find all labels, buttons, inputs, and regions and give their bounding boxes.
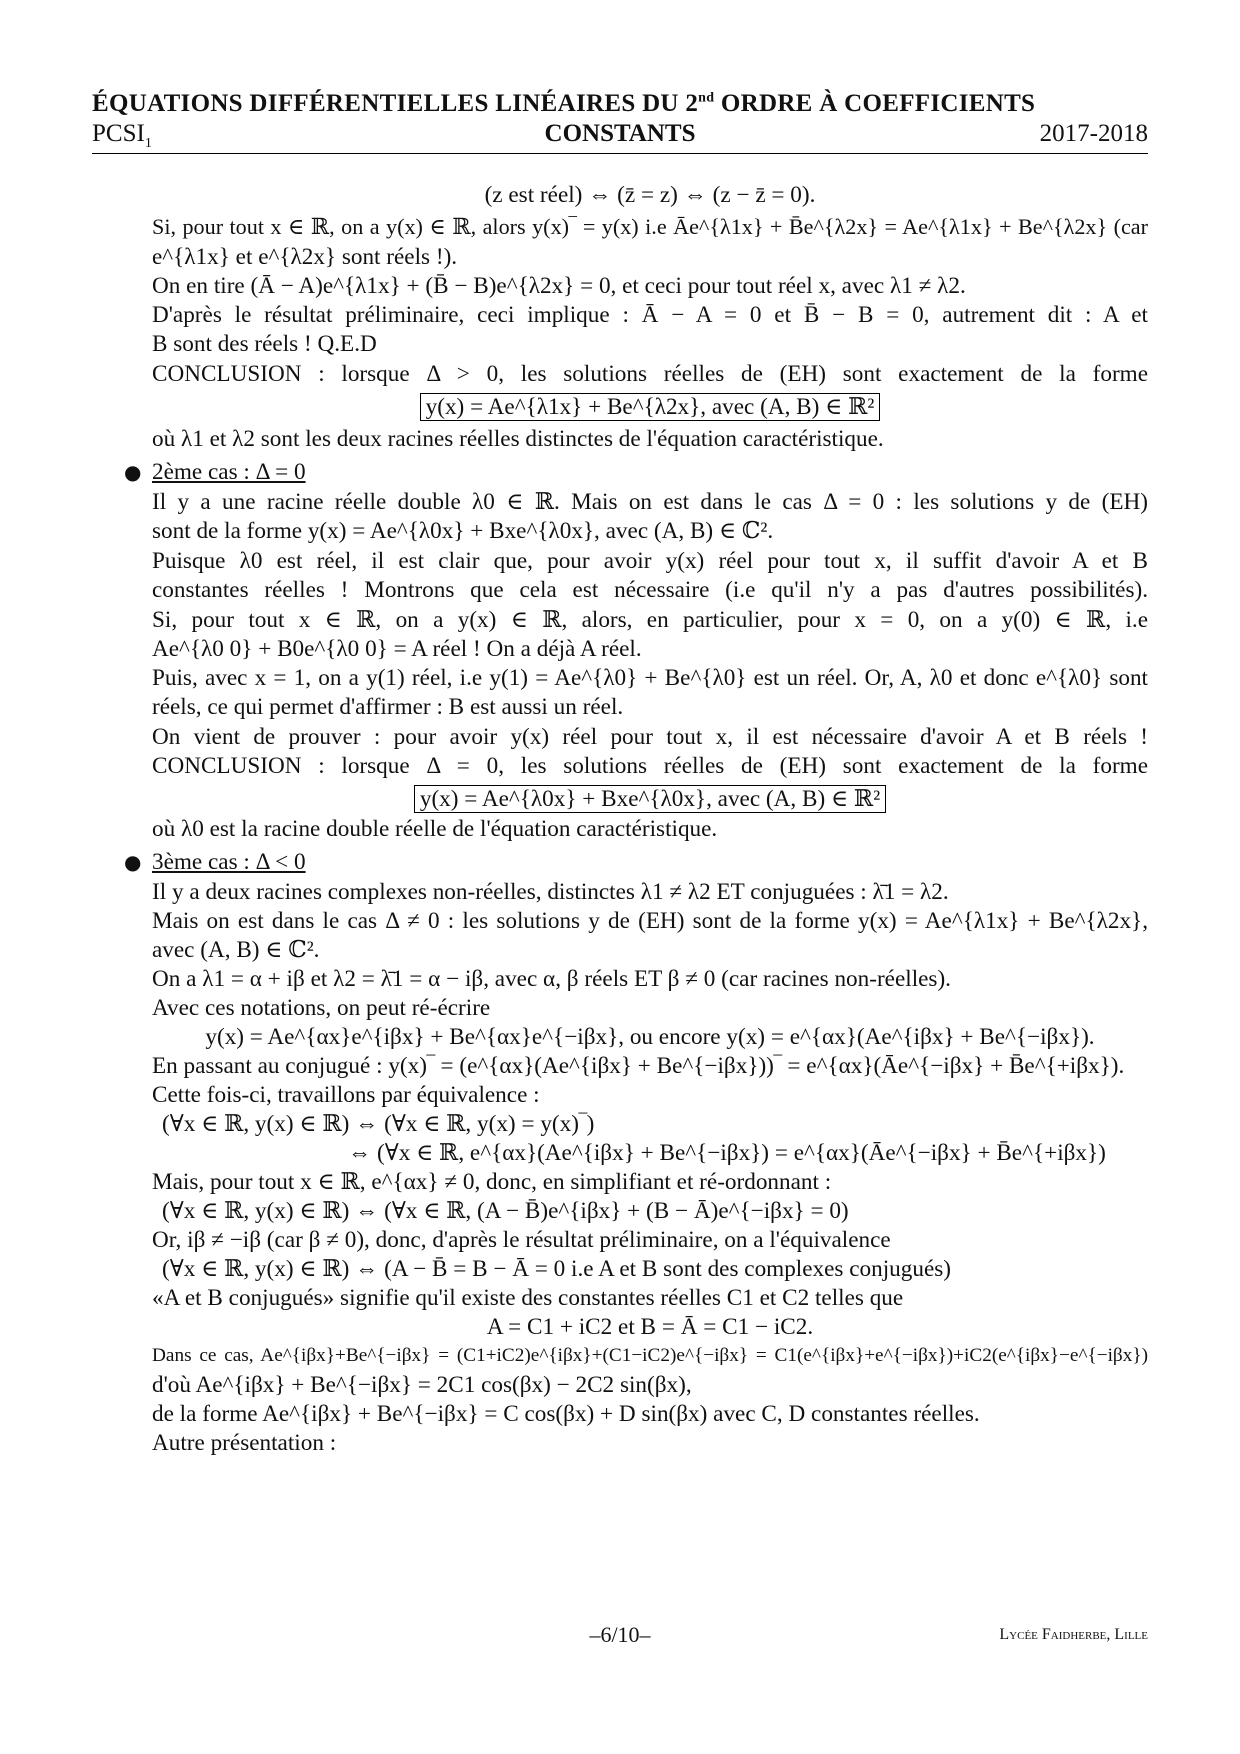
text-line: Avec ces notations, on peut ré-écrire: [152, 995, 491, 1021]
text-line: B sont des réels ! Q.E.D: [152, 331, 377, 357]
conclusion-line: CONCLUSION : lorsque Δ = 0, les solutions réelles de (EH) sont exactement de la forme: [152, 753, 1148, 779]
boxed-formula: [152, 392, 1148, 422]
text-line: Il y a une racine réelle double λ0 ∈ ℝ. Mais on est dans le cas Δ = 0 : les solutions y de (EH): [152, 489, 1148, 515]
text-line: Puisque λ0 est réel, il est clair que, pour avoir y(x) réel pour tout x, il suffit d'avoir A et B: [152, 548, 1148, 574]
text-line: réels, ce qui permet d'affirmer : B est aussi un réel.: [152, 694, 624, 720]
text-line: Si, pour tout x ∈ ℝ, on a y(x) ∈ ℝ, alors y(x)‾ = y(x) i.e Āe^{λ1x} + B̄e^{λ2x} = Ae^{λ1x} + Be^{λ2x} (car: [152, 214, 1148, 239]
text-line: En passant au conjugué : y(x)‾ = (e^{αx}(Ae^{iβx} + Be^{−iβx}))‾ = e^{αx}(Āe^{−iβx} + B̄e^{+iβx}).: [152, 1053, 1125, 1079]
text-line: Puis, avec x = 1, on a y(1) réel, i.e y(1) = Ae^{λ0} + Be^{λ0} est un réel. Or, A, λ0 et donc e^{λ0} sont: [152, 665, 1148, 691]
formula-box: y(x) = Ae^{λ1x} + Be^{λ2x}, avec (A, B) ∈ ℝ²: [420, 393, 881, 421]
text-line: Mais on est dans le cas Δ ≠ 0 : les solutions y de (EH) sont de la forme y(x) = Ae^{λ1x} + Be^{λ2x},: [152, 908, 1148, 934]
text-line: d'où Ae^{iβx} + Be^{−iβx} = 2C1 cos(βx) − 2C2 sin(βx),: [152, 1372, 692, 1398]
text-line: Autre présentation :: [152, 1430, 337, 1456]
equivalence-line: ⇔ (∀x ∈ ℝ, e^{αx}(Ae^{iβx} + Be^{−iβx}) = e^{αx}(Āe^{−iβx} + B̄e^{+iβx}): [348, 1140, 1106, 1166]
page-number: –6/10–: [589, 1622, 651, 1647]
header-title-line-1: ÉQUATIONS DIFFÉRENTIELLES LINÉAIRES DU 2nd ORDRE À COEFFICIENTS: [92, 90, 1036, 117]
text-line: Ae^{λ0 0} + B0e^{λ0 0} = A réel ! On a déjà A réel.: [152, 636, 642, 662]
text-line: où λ0 est la racine double réelle de l'équation caractéristique.: [152, 816, 718, 842]
header-row-2: [92, 120, 1148, 150]
conclusion-line: CONCLUSION : lorsque Δ > 0, les solutions réelles de (EH) sont exactement de la forme: [152, 361, 1148, 387]
text-line: Il y a deux racines complexes non-réelles, distinctes λ1 ≠ λ2 ET conjuguées : λ̄1 = λ2.: [152, 879, 949, 905]
header-class: $PCSI_1$: [92, 120, 152, 151]
header-rule: [92, 153, 1148, 154]
text-line: Mais, pour tout x ∈ ℝ, e^{αx} ≠ 0, donc, en simplifiant et ré-ordonnant :: [152, 1169, 832, 1195]
text-line: D'après le résultat préliminaire, ceci implique : Ā − A = 0 et B̄ − B = 0, autrement dit : A et: [152, 302, 1148, 328]
header-title-line-2: CONSTANTS: [544, 120, 696, 147]
equivalence-line: (∀x ∈ ℝ, y(x) ∈ ℝ) ⇔ (∀x ∈ ℝ, (A − B̄)e^{iβx} + (B − Ā)e^{−iβx} = 0): [162, 1198, 849, 1224]
text-line: où λ1 et λ2 sont les deux racines réelles distinctes de l'équation caractéristique.: [152, 426, 884, 452]
bullet-icon: ●: [124, 850, 142, 874]
text-line: sont de la forme y(x) = Ae^{λ0x} + Bxe^{λ0x}, avec (A, B) ∈ ℂ².: [152, 518, 774, 544]
text-line: Cette fois-ci, travaillons par équivalence :: [152, 1082, 540, 1108]
text-line: Or, iβ ≠ −iβ (car β ≠ 0), donc, d'après le résultat préliminaire, on a l'équivalence: [152, 1227, 891, 1253]
section-heading-case-2: 2ème cas : Δ = 0: [152, 459, 306, 485]
text-line: On en tire (Ā − A)e^{λ1x} + (B̄ − B)e^{λ2x} = 0, et ceci pour tout réel x, avec λ1 ≠ λ2.: [152, 273, 966, 299]
text-line: constantes réelles ! Montrons que cela est nécessaire (i.e qu'il n'y a pas d'autres possibilités).: [152, 577, 1148, 603]
text-line: «A et B conjugués» signifie qu'il existe des constantes réelles C1 et C2 telles que: [152, 1285, 904, 1311]
equivalence-line: (∀x ∈ ℝ, y(x) ∈ ℝ) ⇔ (∀x ∈ ℝ, y(x) = y(x)‾): [162, 1111, 595, 1137]
text-line: On vient de prouver : pour avoir y(x) réel pour tout x, il est nécessaire d'avoir A et B réels !: [152, 724, 1148, 750]
bullet-icon: ●: [124, 460, 142, 484]
header-year: 2017-2018: [1039, 120, 1148, 147]
display-equation: A = C1 + iC2 et B = Ā = C1 − iC2.: [486, 1314, 814, 1340]
text-line: e^{λ1x} et e^{λ2x} sont réels !).: [152, 244, 458, 270]
text-line: de la forme Ae^{iβx} + Be^{−iβx} = C cos(βx) + D sin(βx) avec C, D constantes réelles.: [152, 1401, 980, 1427]
formula-box: y(x) = Ae^{λ0x} + Bxe^{λ0x}, avec (A, B) ∈ ℝ²: [414, 785, 886, 813]
text-line: On a λ1 = α + iβ et λ2 = λ̄1 = α − iβ, avec α, β réels ET β ≠ 0 (car racines non-réelles).: [152, 966, 951, 992]
text-line: Si, pour tout x ∈ ℝ, on a y(x) ∈ ℝ, alors, en particulier, pour x = 0, on a y(0) ∈ ℝ, i.e: [152, 607, 1148, 633]
boxed-formula: [152, 784, 1148, 814]
display-equation: y(x) = Ae^{αx}e^{iβx} + Be^{αx}e^{−iβx}, ou encore y(x) = e^{αx}(Ae^{iβx} + Be^{−iβx}).: [205, 1024, 1095, 1050]
text-line: Dans ce cas, Ae^{iβx}+Be^{−iβx} = (C1+iC2)e^{iβx}+(C1−iC2)e^{−iβx} = C1(e^{iβx}+e^{−iβx})+iC2(e^{iβx}−e^{−iβx}): [152, 1345, 1148, 1366]
text-line: (z est réel) ⇔ (z̄ = z) ⇔ (z − z̄ = 0).: [484, 182, 816, 208]
section-heading-case-3: 3ème cas : Δ < 0: [152, 849, 306, 875]
footer-school: Lycée Faidherbe, Lille: [999, 1626, 1148, 1643]
equivalence-line: (∀x ∈ ℝ, y(x) ∈ ℝ) ⇔ (A − B̄ = B − Ā = 0 i.e A et B sont des complexes conjugués): [162, 1256, 951, 1282]
text-line: avec (A, B) ∈ ℂ².: [152, 937, 320, 963]
